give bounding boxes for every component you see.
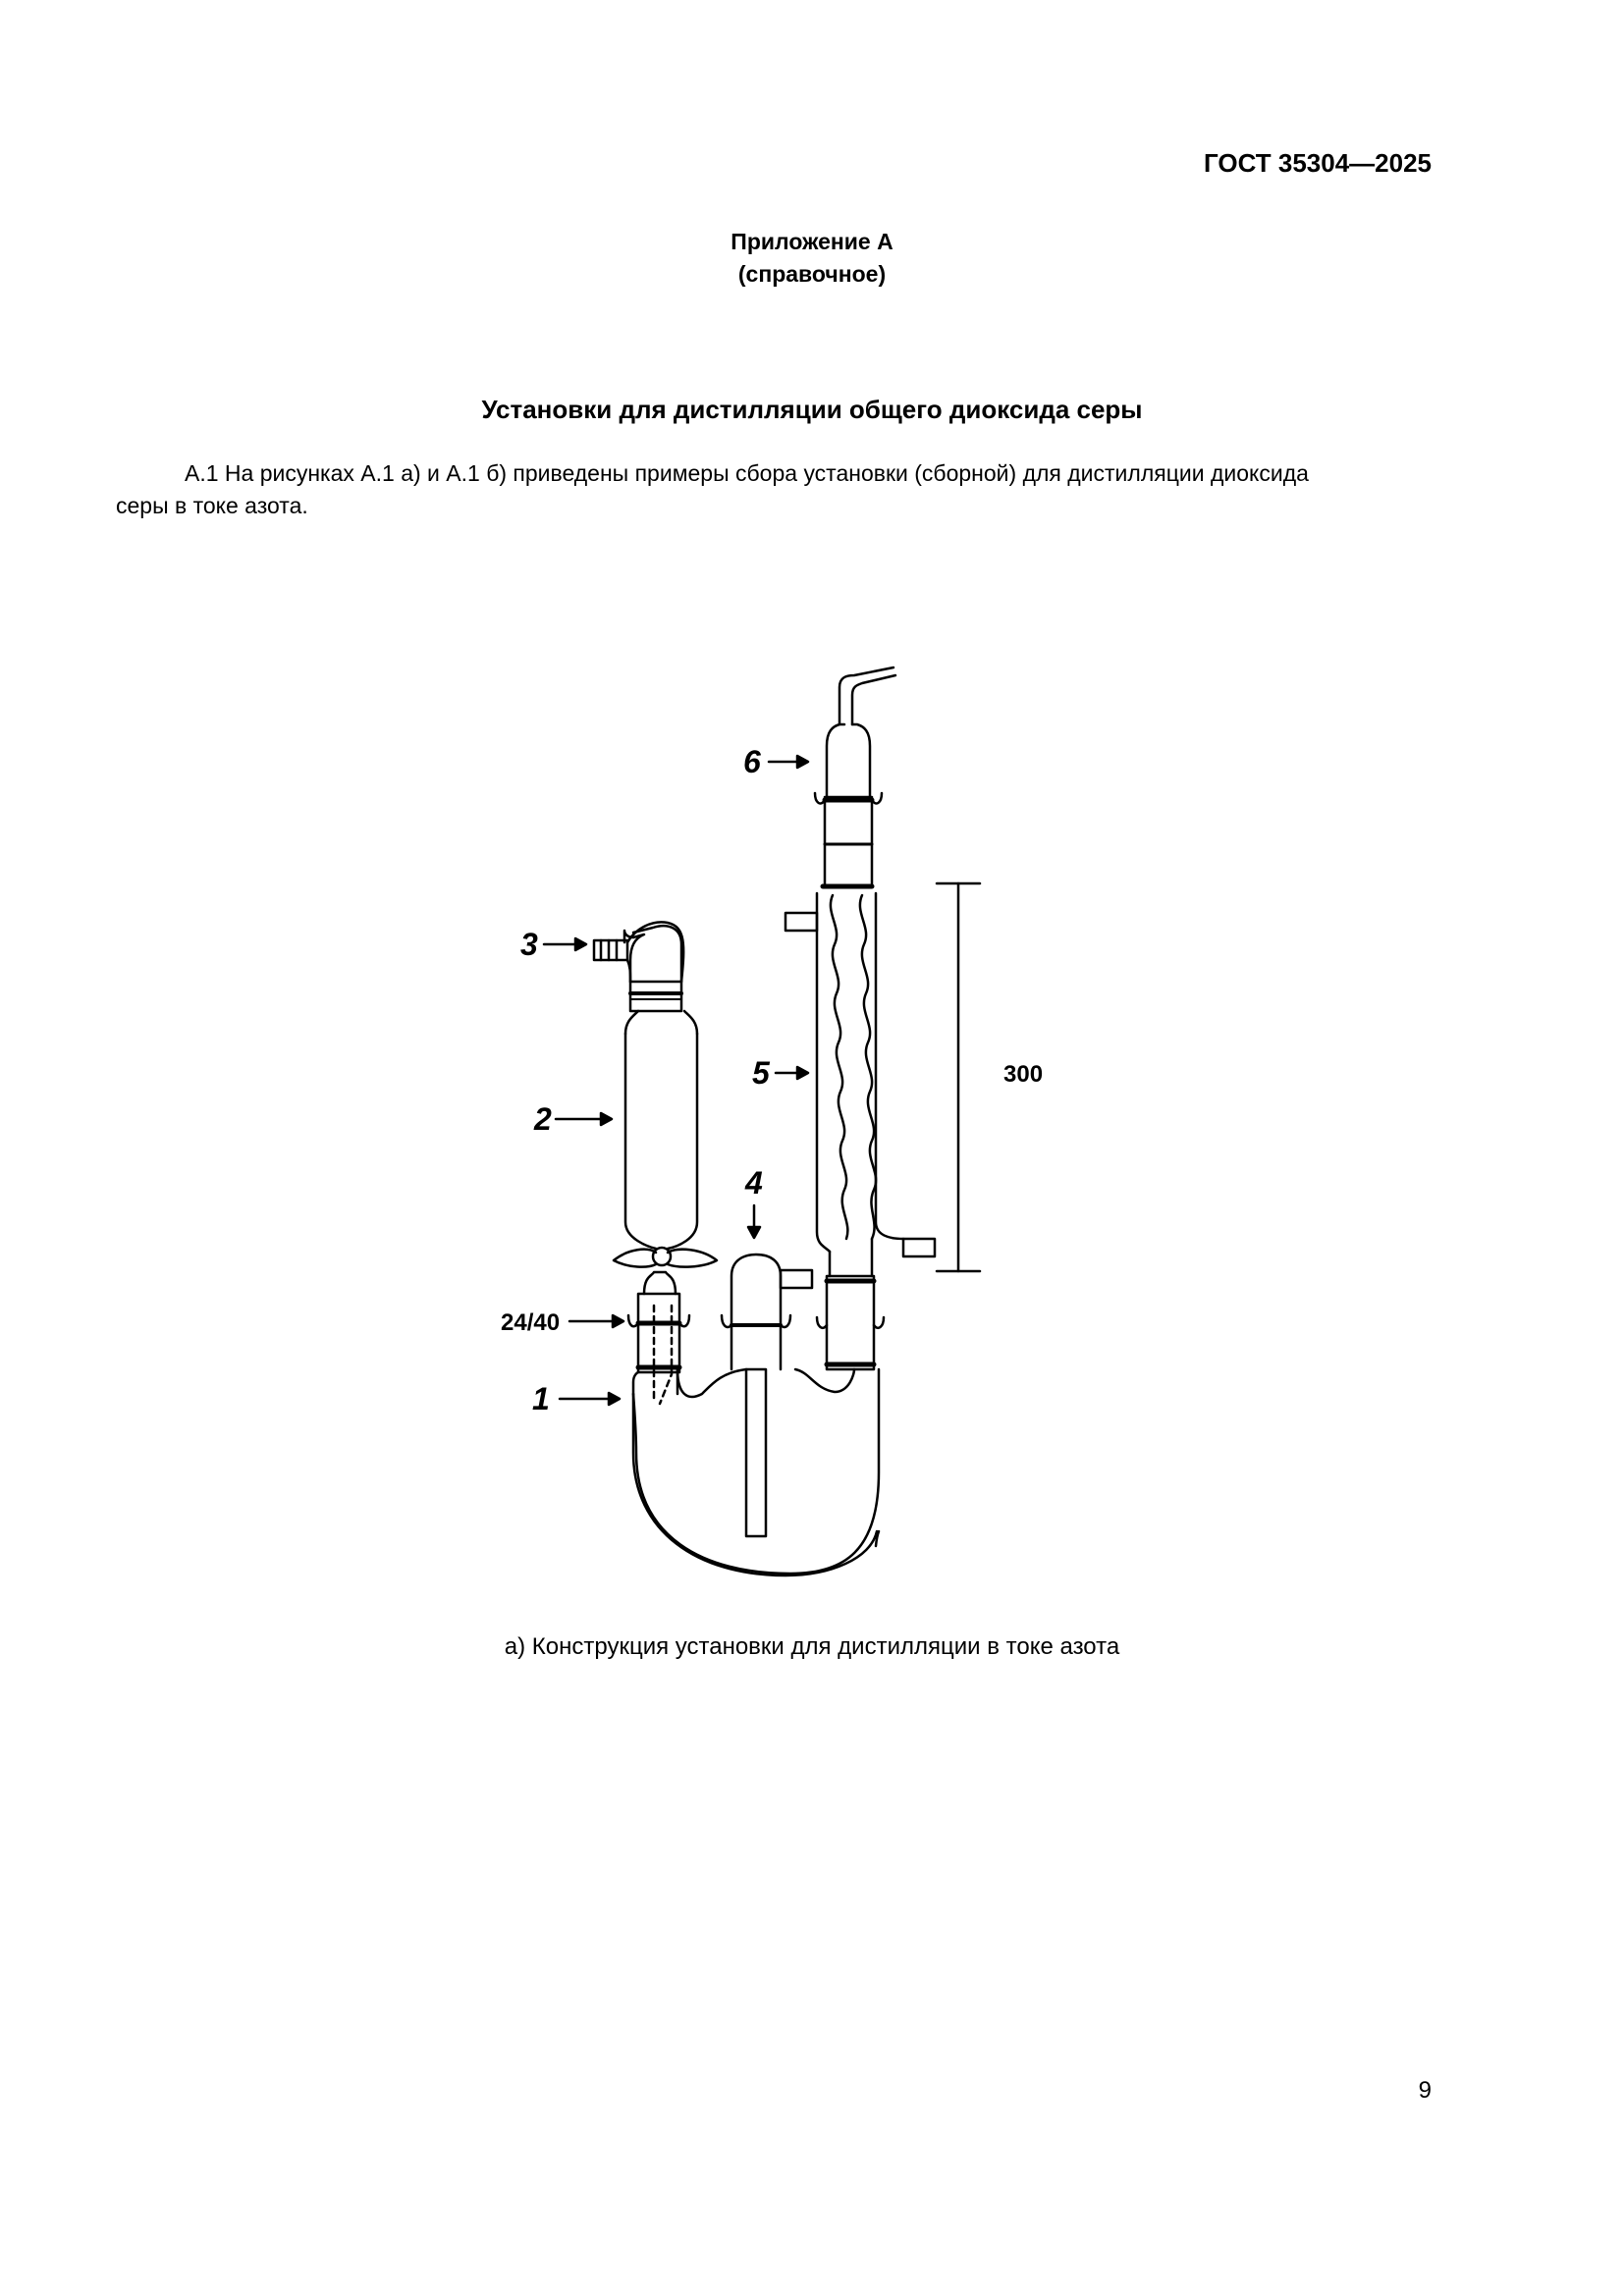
left-neck: [638, 1294, 679, 1372]
label-dimension: 300: [1003, 1061, 1044, 1088]
dashed-inner: [654, 1306, 672, 1404]
label-joint: 24/40: [501, 1309, 561, 1336]
gas-inlet-side: [781, 1270, 812, 1288]
funnel-neck: [630, 982, 681, 1011]
inlet-adapter-outer: [627, 922, 683, 982]
arrow-5: [776, 1067, 808, 1079]
figure-caption: а) Конструкция установки для дистилляции в токе азота: [504, 1633, 1120, 1660]
outlet-tube: [839, 667, 895, 724]
condenser-inlet: [785, 913, 817, 931]
appendix-title: Приложение А: [731, 229, 893, 254]
top-adapter-joint: [825, 797, 872, 885]
condenser-coil: [831, 895, 876, 1239]
left-neck-top: [644, 1272, 676, 1294]
flask-top-mid: [795, 1369, 854, 1392]
paragraph-line-2: серы в токе азота.: [116, 493, 308, 518]
label-1: 1: [532, 1381, 550, 1416]
inlet-tube: [594, 940, 627, 960]
label-6: 6: [743, 744, 761, 779]
arrow-joint: [569, 1315, 623, 1327]
section-title: Установки для дистилляции общего диоксида серы: [481, 395, 1143, 424]
flask-outline: [633, 1369, 879, 1574]
condenser-jacket: [817, 893, 903, 1252]
flask-left-join: [633, 1372, 638, 1394]
label-2: 2: [534, 1101, 552, 1137]
flask-top-left: [677, 1369, 746, 1397]
gas-inlet-tube: [746, 1369, 766, 1536]
arrow-2: [556, 1113, 612, 1125]
flask-body: [633, 1369, 879, 1575]
stopcock-knob: [653, 1248, 671, 1265]
paragraph-line-1-text: А.1 На рисунках А.1 а) и А.1 б) приведены примеры сбора установки (сборной) для дистилляции диоксида: [185, 460, 1309, 486]
page-number: 9: [1418, 2077, 1432, 2104]
funnel-shoulder: [625, 1011, 697, 1034]
label-4: 4: [745, 1165, 763, 1201]
label-5: 5: [752, 1055, 770, 1091]
top-adapter-body: [827, 724, 870, 797]
condenser-lower-joint: [827, 1276, 874, 1369]
flask: [633, 1394, 883, 1575]
arrow-1: [560, 1393, 620, 1405]
appendix-status: (справочное): [737, 261, 887, 287]
arrow-3: [544, 938, 586, 950]
arrow-4: [748, 1205, 760, 1238]
condenser-outlet: [903, 1239, 935, 1256]
standard-code: ГОСТ 35304—2025: [1204, 148, 1432, 178]
condenser-neck: [830, 1239, 872, 1276]
gas-inlet-adapter: [731, 1255, 781, 1369]
funnel-body: [625, 1034, 697, 1249]
arrow-6: [769, 756, 808, 768]
label-3: 3: [520, 927, 538, 962]
